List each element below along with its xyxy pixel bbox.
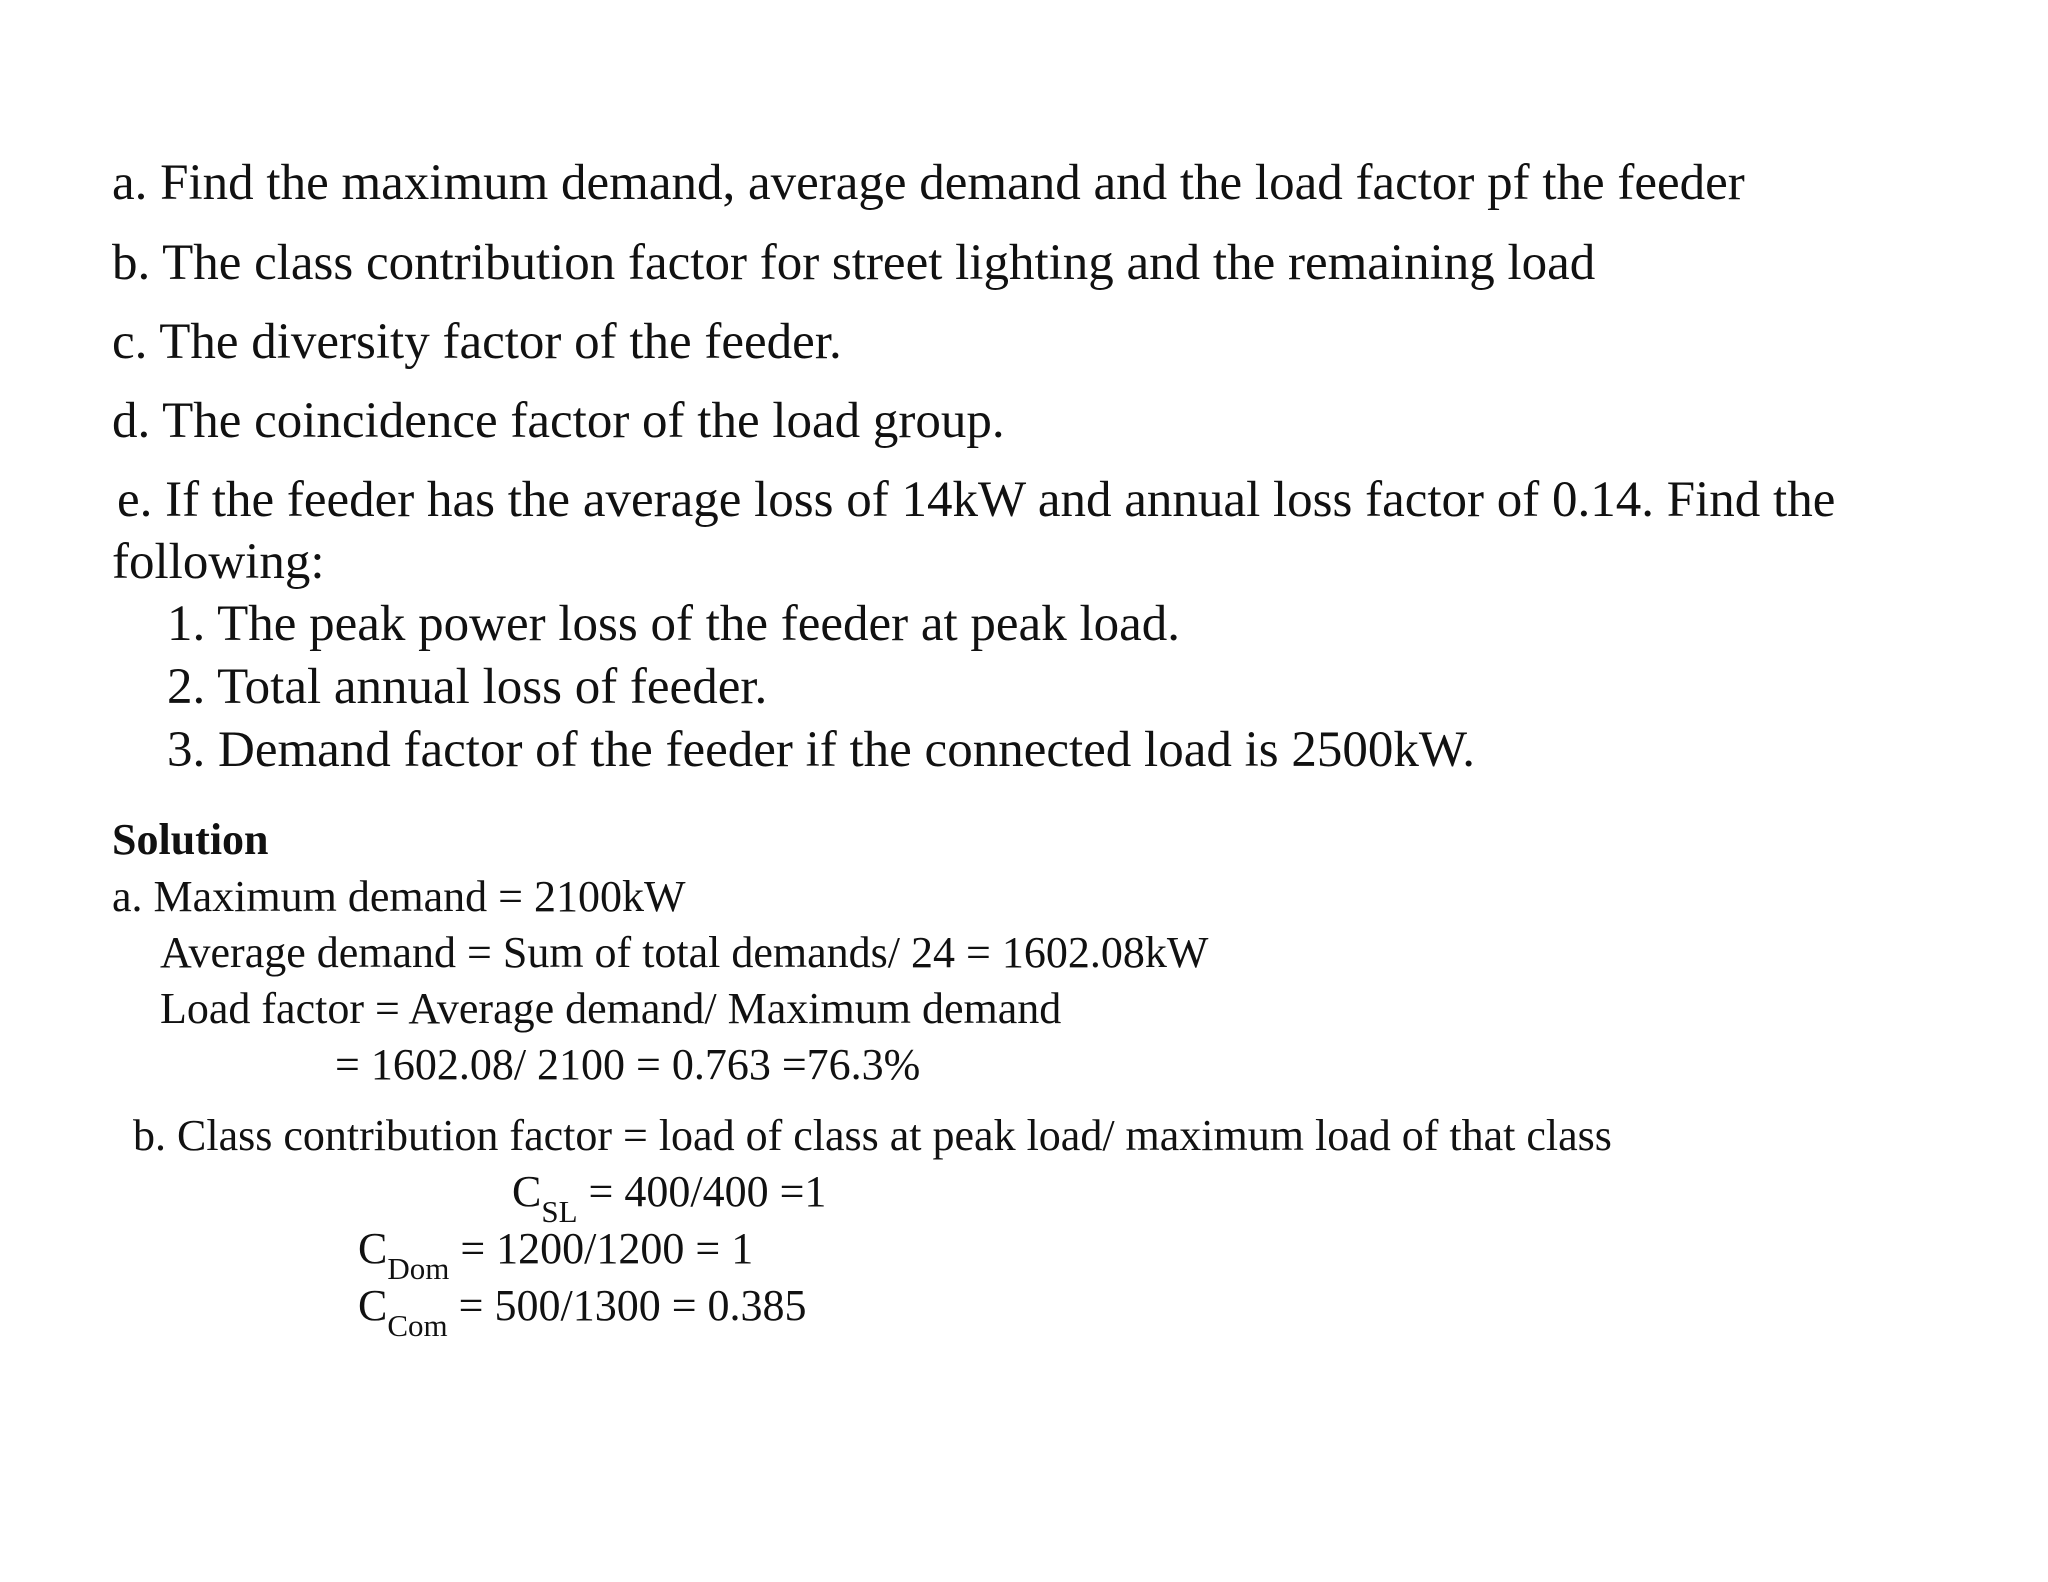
solution-b-cdom bbox=[358, 1224, 754, 1286]
expression: = 1200/1200 = 1 bbox=[449, 1224, 754, 1273]
symbol: C bbox=[358, 1224, 388, 1273]
question-e-line2: following: bbox=[112, 534, 325, 590]
subscript: Dom bbox=[387, 1251, 450, 1286]
solution-heading: Solution bbox=[112, 815, 269, 864]
symbol: C bbox=[512, 1167, 542, 1216]
solution-a-max-demand: a. Maximum demand = 2100kW bbox=[112, 872, 686, 921]
solution-a-load-factor-value: = 1602.08/ 2100 = 0.763 =76.3% bbox=[335, 1040, 921, 1089]
question-e-item-1: 1. The peak power loss of the feeder at peak load. bbox=[167, 596, 1181, 652]
solution-b-definition: b. Class contribution factor = load of class at peak load/ maximum load of that class bbox=[133, 1111, 1612, 1160]
solution-b-ccom bbox=[358, 1281, 807, 1343]
symbol: C bbox=[358, 1281, 388, 1330]
expression: = 500/1300 = 0.385 bbox=[447, 1281, 807, 1330]
expression: = 400/400 =1 bbox=[577, 1167, 827, 1216]
question-b: b. The class contribution factor for street lighting and the remaining load bbox=[112, 235, 1596, 291]
question-a: a. Find the maximum demand, average demand and the load factor pf the feeder bbox=[112, 155, 1745, 211]
question-c: c. The diversity factor of the feeder. bbox=[112, 314, 842, 370]
solution-b-csl bbox=[512, 1167, 827, 1229]
question-e-line1: e. If the feeder has the average loss of 14kW and annual loss factor of 0.14. Find the bbox=[117, 472, 1836, 528]
solution-a-average-demand: Average demand = Sum of total demands/ 24 = 1602.08kW bbox=[160, 928, 1209, 977]
question-d: d. The coincidence factor of the load group. bbox=[112, 393, 1005, 449]
question-e-item-3: 3. Demand factor of the feeder if the connected load is 2500kW. bbox=[167, 722, 1476, 778]
subscript: Com bbox=[387, 1308, 448, 1343]
question-e-item-2: 2. Total annual loss of feeder. bbox=[167, 659, 768, 715]
subscript: SL bbox=[541, 1194, 578, 1229]
solution-a-load-factor: Load factor = Average demand/ Maximum demand bbox=[160, 984, 1062, 1033]
